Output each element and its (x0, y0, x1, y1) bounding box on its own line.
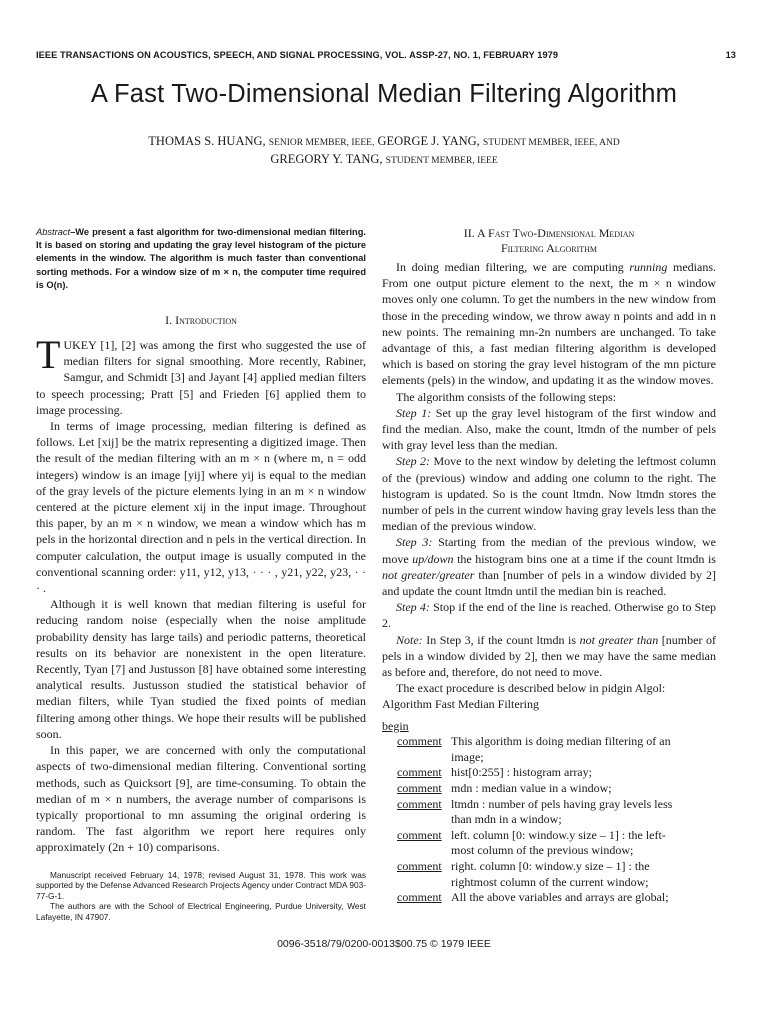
comment-text: left. column [0: window.y size – 1] : the left- (451, 827, 666, 842)
author-name: GREGORY Y. TANG, (270, 152, 383, 166)
author-name: GEORGE J. YANG, (377, 134, 480, 148)
text-run: the histogram bins one at a time if the count ltmdn is (453, 551, 716, 566)
text-run: [number of pels in a window divided by 2], then we may have the same median as before and, therefore, do not need to move. (382, 632, 716, 680)
comment-keyword: comment (397, 765, 442, 780)
comment-line (382, 765, 716, 781)
author-list (60, 133, 708, 169)
comment-line (382, 890, 716, 906)
step-3 (382, 534, 716, 599)
section-heading (382, 226, 716, 256)
comment-keyword: comment (397, 859, 442, 874)
comment-keyword: comment (397, 781, 442, 796)
pidgin-algol-listing (382, 719, 716, 906)
comment-line (382, 859, 716, 875)
comment-continuation: rightmost column of the current window; (451, 874, 649, 889)
step-label: Step 1: (396, 405, 432, 420)
step-label: Step 2: (396, 454, 431, 469)
note (382, 632, 716, 681)
text-run-italic: not greater/greater (382, 567, 475, 582)
section-heading (36, 313, 366, 328)
abstract-text: –We present a fast algorithm for two-dimensional median filtering. It is based on storing and updating the gray level histogram of the picture elements in the window. The algorithm is much faster than conventional sorting methods. For a window size of m × n, the computer time required is O(n). (36, 227, 366, 290)
author-role: STUDENT MEMBER, IEEE, AND (482, 138, 620, 148)
comment-continuation: image; (451, 749, 484, 764)
comment-continuation: than mdn in a window; (451, 812, 562, 827)
intro-paragraph-3: Although it is well known that median filtering is useful for reducing random noise (especially when the noise amplitude probability density has large tails) and periodic patterns, theoretical results on its behavior are nonexistent in the open literature. Recently, Tyan [7] and Justusson [8] have obtained some interesting analytical results. Justusson studied the statistical behavior of median filters, while Tyan studied the fixed points of median filtering among other things. We hope their results will be published soon. (36, 597, 366, 741)
text-run-italic: not greater than (579, 632, 659, 647)
step-1 (382, 405, 716, 454)
algo-paragraph-2: The algorithm consists of the following steps: (396, 389, 616, 404)
comment-line (382, 734, 716, 750)
footnote-affiliation: The authors are with the School of Electrical Engineering, Purdue University, West Lafayette, IN 47907. (36, 901, 366, 922)
begin-keyword: begin (382, 718, 409, 733)
text-run-italic: up/down (412, 551, 454, 566)
comment-text: right. column [0: window.y size – 1] : the (451, 859, 650, 874)
algo-title: Algorithm Fast Median Filtering (382, 697, 539, 712)
section-number: I. (165, 313, 173, 328)
comment-keyword: comment (397, 827, 442, 842)
comment-text: All the above variables and arrays are global; (451, 890, 669, 905)
note-label: Note: (396, 632, 423, 647)
intro-paragraph-2: In terms of image processing, median filtering is defined as follows. Let [xij] be the matrix representing a digitized image. Then the result of the median filtering with an m × n (where m, n = odd integers) window is an image [yij] where yij is equal to the median of the gray levels of the picture elements lying in an m × n window centered at the picture element xij in the input image. Throughout this paper, by an m × n window, we mean a window which has m pels in the horizontal direction and n pels in the vertical direction. In computer calculation, the output image is usually computed in the conventional scanning order: y11, y12, y13, · · · , y21, y22, y23, · · · . (36, 419, 366, 596)
comment-line (382, 828, 716, 844)
section-title-line-2: Filtering Algorithm (500, 241, 598, 255)
author-name: THOMAS S. HUANG, (148, 134, 266, 148)
left-column (36, 226, 366, 922)
step-label: Step 3: (396, 535, 433, 550)
text-run: Starting from the median of the previous window, we move (382, 535, 716, 566)
drop-cap: T (36, 332, 61, 378)
footnotes (36, 870, 366, 923)
comment-text: This algorithm is doing median filtering of an (451, 734, 671, 749)
algo-paragraph-3: The exact procedure is described below in pidgin Algol: (396, 681, 666, 696)
algo-paragraph-1 (382, 259, 716, 389)
comment-keyword: comment (397, 890, 442, 905)
author-role: SENIOR MEMBER, IEEE, (268, 138, 375, 148)
copyright-footer: 0096-3518/79/0200-0013$00.75 © 1979 IEEE (277, 938, 491, 950)
comment-keyword: comment (397, 796, 442, 811)
text-run: In doing median filtering, we are computing (396, 260, 630, 274)
right-column (382, 226, 716, 906)
section-title-line-1: II. A Fast Two-Dimensional Median (463, 226, 635, 240)
step-label: Step 4: (396, 600, 430, 615)
page-number: 13 (725, 50, 736, 60)
section-title: Introduction (175, 313, 237, 328)
comment-line (382, 781, 716, 797)
text-run: Set up the gray level histogram of the first window and find the median. Also, make the count, ltmdn of the number of pels with gray level less than the median. (382, 405, 717, 453)
text-run: Move to the next window by deleting the leftmost column of the (previous) window and adding one column to the right. The histogram is updated. So is the count ltmdn. Now ltmdn stores the number of pels in the current window having gray levels less than the median of the previous window. (382, 454, 717, 534)
step-4 (382, 599, 716, 631)
author-role: STUDENT MEMBER, IEEE (385, 156, 498, 166)
text-run: In Step 3, if the count ltmdn is (422, 632, 580, 647)
text-run: than [number of pels in a window divided by 2] and update the count ltmdn until the median bin is reached. (382, 567, 716, 599)
running-head (36, 50, 736, 60)
text-run-italic: running (629, 260, 668, 274)
step-2 (382, 453, 716, 534)
comment-continuation: most column of the previous window; (451, 843, 634, 858)
comment-text: hist[0:255] : histogram array; (451, 765, 592, 780)
text-run: medians. From one output picture element to the next, the m × n window moves only one column. To get the numbers in the new window from those in the preceding window, we throw away n points and add in n new points. The remaining mn-2n numbers are unchanged. To take advantage of this, a fast median filtering algorithm is developed which is based on storing the gray level histogram of the mn picture elements (pels) in the window, and updating it as the window moves. (382, 260, 716, 388)
footnote-manuscript: Manuscript received February 14, 1978; revised August 31, 1978. This work was supported by the Defense Advanced Research Projects Agency under Contract MDA 903-77-G-1. (36, 869, 366, 901)
intro-paragraph-4: In this paper, we are concerned with only the computational aspects of two-dimensional median filtering. Conventional sorting methods, such as Quicksort [9], are time-consuming. To obtain the median of m × n numbers, the average number of comparisons is typically proportional to mn assuming the original ordering is random. The fast algorithm we report here requires only approximately (2n + 10) comparisons. (36, 743, 366, 855)
paper-title: A Fast Two-Dimensional Median Filtering Algorithm (90, 80, 678, 108)
abstract-lead: Abstract (36, 227, 71, 237)
comment-text: mdn : median value in a window; (451, 781, 612, 796)
comment-line (382, 797, 716, 813)
journal-name: IEEE TRANSACTIONS ON ACOUSTICS, SPEECH, AND SIGNAL PROCESSING, VOL. ASSP-27, NO. 1, FEBRUARY 1979 (36, 50, 559, 60)
intro-paragraph-1 (36, 332, 366, 418)
comment-keyword: comment (397, 734, 442, 749)
paragraph-text: UKEY [1], [2] was among the first who suggested the use of median filters for signal smoothing. More recently, Rabiner, Samgur, and Schmidt [3] and Jayant [4] applied median filters to speech processing; Pratt [5] and Frieden [6] applied them to image processing. (36, 338, 366, 417)
text-run: Stop if the end of the line is reached. Otherwise go to Step 2. (382, 600, 717, 631)
comment-text: ltmdn : number of pels having gray levels less (451, 796, 673, 811)
abstract (36, 226, 366, 292)
